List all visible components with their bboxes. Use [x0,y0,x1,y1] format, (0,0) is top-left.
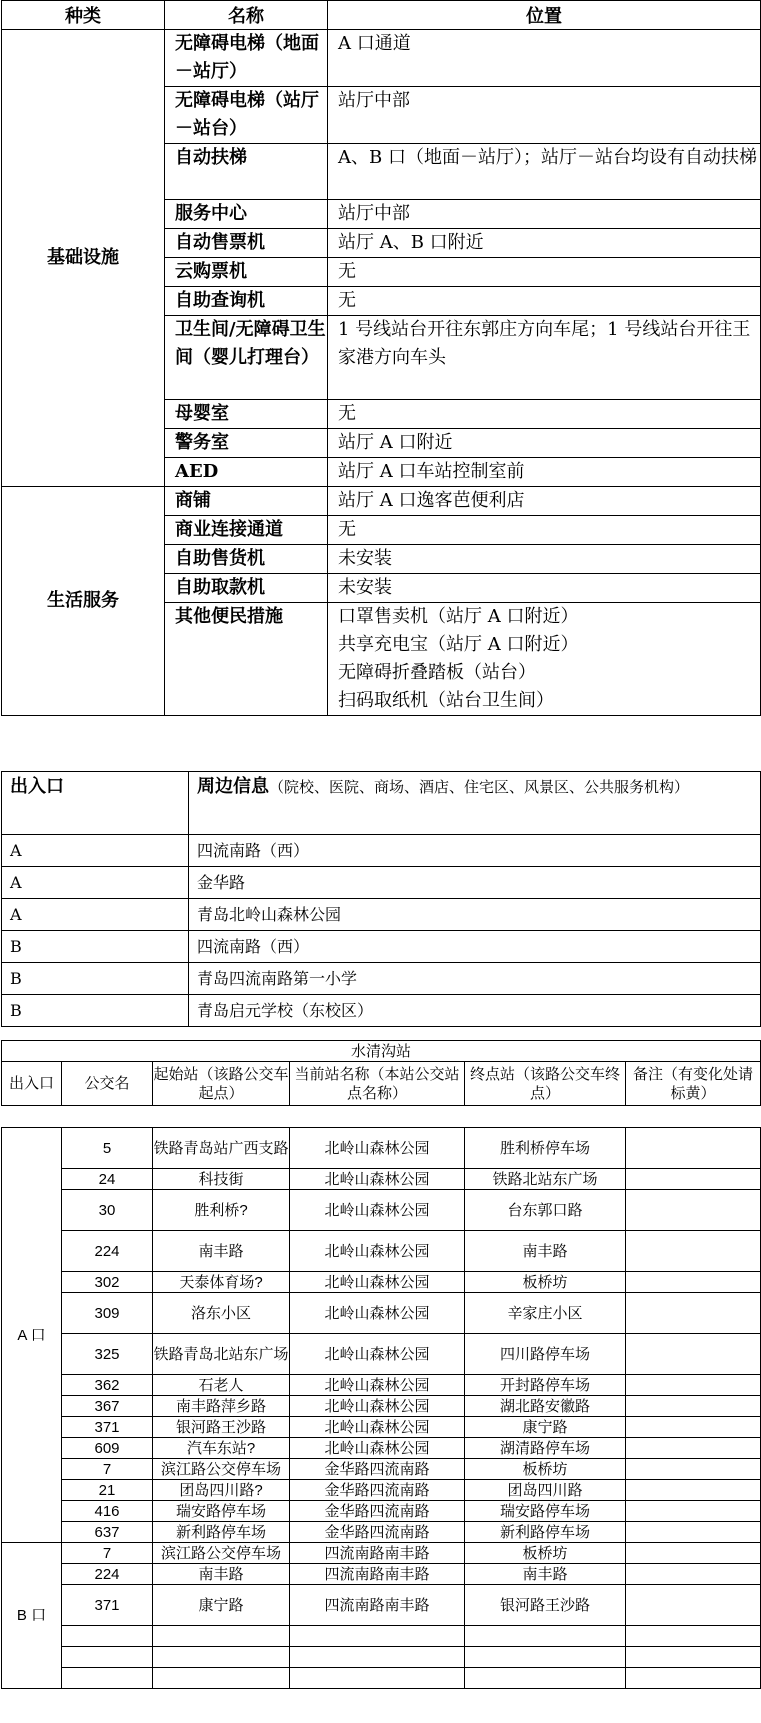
bus-current [290,1668,465,1689]
bus-end: 板桥坊 [465,1543,626,1564]
surroundings-exit: A [2,899,189,931]
bus-row [2,1272,761,1293]
surroundings-exit: B [2,963,189,995]
bus-start [153,1647,290,1668]
bus-note [626,1501,761,1522]
surroundings-row [2,931,761,963]
bus-routes-table [1,1127,761,1689]
bus-row [2,1585,761,1626]
facility-name: 商铺 [165,487,328,516]
bus-row [2,1501,761,1522]
bus-route: 367 [62,1396,153,1417]
bus-start: 汽车东站? [153,1438,290,1459]
facility-location: 站厅 A 口车站控制室前 [328,458,761,487]
surroundings-info: 四流南路（西） [189,931,761,963]
facility-location: 未安装 [328,574,761,603]
bus-end: 板桥坊 [465,1272,626,1293]
bus-start: 康宁路 [153,1585,290,1626]
bus-start: 胜利桥? [153,1190,290,1231]
bus-route: 5 [62,1128,153,1169]
bus-row [2,1128,761,1169]
facility-location [328,603,761,716]
bus-row [2,1480,761,1501]
facility-name: 无障碍电梯（站厅－站台） [165,87,328,144]
bus-route: 609 [62,1438,153,1459]
bus-start: 南丰路 [153,1564,290,1585]
bus-note [626,1564,761,1585]
surroundings-info: 青岛四流南路第一小学 [189,963,761,995]
facility-name: 其他便民措施 [165,603,328,716]
bus-end: 瑞安路停车场 [465,1501,626,1522]
bus-start: 南丰路萍乡路 [153,1396,290,1417]
bus-route: 362 [62,1375,153,1396]
bus-end: 银河路王沙路 [465,1585,626,1626]
bus-current: 北岭山森林公园 [290,1272,465,1293]
bus-route: 416 [62,1501,153,1522]
bus-row [2,1293,761,1334]
bus-exit-label: A 口 [2,1128,62,1543]
bus-start: 滨江路公交停车场 [153,1459,290,1480]
bus-row [2,1564,761,1585]
bus-note [626,1459,761,1480]
bus-end [465,1626,626,1647]
bus-row [2,1231,761,1272]
facility-category: 生活服务 [2,487,165,716]
facility-name: AED [165,458,328,487]
bus-current: 北岭山森林公园 [290,1334,465,1375]
facility-location-line: 无障碍折叠踏板（站台） [338,662,536,683]
bus-row [2,1190,761,1231]
bus-note [626,1169,761,1190]
bus-note [626,1293,761,1334]
bus-note [626,1231,761,1272]
bus-note [626,1396,761,1417]
bus-start: 科技街 [153,1169,290,1190]
bus-route: 224 [62,1231,153,1272]
bus-current: 四流南路南丰路 [290,1543,465,1564]
bus-end: 四川路停车场 [465,1334,626,1375]
bus-row [2,1375,761,1396]
surroundings-row [2,995,761,1027]
bus-route: 30 [62,1190,153,1231]
facility-name: 卫生间/无障碍卫生间（婴儿打理台） [165,316,328,400]
facility-location: 1 号线站台开往东郭庄方向车尾；1 号线站台开往王家港方向车头 [328,316,761,400]
bus-row [2,1417,761,1438]
bus-start: 滨江路公交停车场 [153,1543,290,1564]
bus-row [2,1396,761,1417]
bus-current: 北岭山森林公园 [290,1169,465,1190]
surroundings-exit: A [2,835,189,867]
facility-name: 自助取款机 [165,574,328,603]
facilities-table [1,0,761,716]
bus-route: 7 [62,1459,153,1480]
facility-location: A、B 口（地面－站厅）；站厅－站台均设有自动扶梯 [328,144,761,200]
surroundings-row [2,899,761,931]
bus-end: 南丰路 [465,1564,626,1585]
facility-location: 站厅 A 口逸客芭便利店 [328,487,761,516]
bus-row [2,1647,761,1668]
surroundings-row [2,963,761,995]
bus-current [290,1647,465,1668]
facility-location: 站厅 A、B 口附近 [328,229,761,258]
bus-start: 天泰体育场? [153,1272,290,1293]
facility-name: 自动扶梯 [165,144,328,200]
facility-name: 云购票机 [165,258,328,287]
bus-note [626,1334,761,1375]
surroundings-exit: B [2,995,189,1027]
surroundings-row [2,867,761,899]
bus-start: 新利路停车场 [153,1522,290,1543]
bus-start: 洛东小区 [153,1293,290,1334]
facility-name: 警务室 [165,429,328,458]
bus-start: 铁路青岛北站东广场 [153,1334,290,1375]
bus-note [626,1543,761,1564]
bus-route: 637 [62,1522,153,1543]
surroundings-header-exit: 出入口 [2,772,189,835]
bus-note [626,1647,761,1668]
bus-route: 24 [62,1169,153,1190]
bus-current: 北岭山森林公园 [290,1231,465,1272]
facility-name: 服务中心 [165,200,328,229]
bus-start: 石老人 [153,1375,290,1396]
bus-note [626,1190,761,1231]
bus-current: 金华路四流南路 [290,1501,465,1522]
bus-end: 康宁路 [465,1417,626,1438]
facility-location-line: 口罩售卖机（站厅 A 口附近） [338,606,579,627]
bus-end: 开封路停车场 [465,1375,626,1396]
bus-end: 铁路北站东广场 [465,1169,626,1190]
bus-row [2,1459,761,1480]
facility-location: 站厅中部 [328,87,761,144]
header-location: 位置 [328,1,761,30]
bus-current: 金华路四流南路 [290,1459,465,1480]
bus-note [626,1480,761,1501]
bus-note [626,1626,761,1647]
bus-current: 金华路四流南路 [290,1480,465,1501]
facility-name: 无障碍电梯（地面－站厅） [165,30,328,87]
bus-row [2,1626,761,1647]
bus-header-current: 当前站名称（本站公交站点名称） [290,1062,465,1106]
bus-end: 辛家庄小区 [465,1293,626,1334]
bus-start [153,1626,290,1647]
bus-end: 湖北路安徽路 [465,1396,626,1417]
bus-route [62,1647,153,1668]
surroundings-row [2,835,761,867]
bus-end: 南丰路 [465,1231,626,1272]
bus-header-end: 终点站（该路公交车终点） [465,1062,626,1106]
bus-current: 北岭山森林公园 [290,1438,465,1459]
bus-end: 胜利桥停车场 [465,1128,626,1169]
bus-note [626,1438,761,1459]
bus-end: 新利路停车场 [465,1522,626,1543]
surroundings-info: 青岛启元学校（东校区） [189,995,761,1027]
facility-location: 无 [328,516,761,545]
bus-row [2,1668,761,1689]
facility-name: 商业连接通道 [165,516,328,545]
bus-current: 金华路四流南路 [290,1522,465,1543]
surroundings-info: 四流南路（西） [189,835,761,867]
bus-row [2,1522,761,1543]
bus-start [153,1668,290,1689]
surroundings-table [1,771,761,1027]
bus-start: 团岛四川路? [153,1480,290,1501]
facility-row [2,30,761,87]
facility-location-line: 共享充电宝（站厅 A 口附近） [338,634,579,655]
bus-title-row [2,1041,761,1062]
facility-location: 无 [328,400,761,429]
bus-header-start: 起始站（该路公交车起点） [153,1062,290,1106]
bus-current: 北岭山森林公园 [290,1293,465,1334]
header-category: 种类 [2,1,165,30]
facility-location: 站厅中部 [328,200,761,229]
bus-row [2,1438,761,1459]
surroundings-header-title: 周边信息 [197,776,269,797]
bus-current [290,1626,465,1647]
bus-note [626,1585,761,1626]
bus-current: 四流南路南丰路 [290,1564,465,1585]
facility-location: 站厅 A 口附近 [328,429,761,458]
bus-current: 北岭山森林公园 [290,1396,465,1417]
bus-row [2,1543,761,1564]
bus-current: 四流南路南丰路 [290,1585,465,1626]
bus-end: 台东郭口路 [465,1190,626,1231]
surroundings-exit: A [2,867,189,899]
bus-exit-label: B 口 [2,1543,62,1689]
bus-note [626,1272,761,1293]
bus-row [2,1169,761,1190]
surroundings-header-row [2,772,761,835]
bus-current: 北岭山森林公园 [290,1375,465,1396]
bus-end [465,1647,626,1668]
bus-end: 湖清路停车场 [465,1438,626,1459]
bus-header-route: 公交名 [62,1062,153,1106]
bus-note [626,1375,761,1396]
surroundings-info: 青岛北岭山森林公园 [189,899,761,931]
bus-end: 板桥坊 [465,1459,626,1480]
bus-current: 北岭山森林公园 [290,1190,465,1231]
bus-header-note: 备注（有变化处请标黄） [626,1062,761,1106]
bus-header-exit: 出入口 [2,1062,62,1106]
header-name: 名称 [165,1,328,30]
bus-note [626,1522,761,1543]
facility-row [2,487,761,516]
facility-category: 基础设施 [2,30,165,487]
bus-route: 371 [62,1585,153,1626]
bus-start: 瑞安路停车场 [153,1501,290,1522]
bus-note [626,1668,761,1689]
surroundings-header-note: （院校、医院、商场、酒店、住宅区、风景区、公共服务机构） [269,778,690,796]
bus-end: 团岛四川路 [465,1480,626,1501]
facility-name: 自动售票机 [165,229,328,258]
bus-header-row [2,1062,761,1106]
bus-station-title: 水清沟站 [2,1041,761,1062]
bus-end [465,1668,626,1689]
facility-name: 自助查询机 [165,287,328,316]
bus-route: 309 [62,1293,153,1334]
bus-route: 224 [62,1564,153,1585]
bus-route [62,1668,153,1689]
surroundings-header-info [189,772,761,835]
facilities-header-row [2,1,761,30]
bus-note [626,1417,761,1438]
facility-name: 自助售货机 [165,545,328,574]
bus-note [626,1128,761,1169]
bus-route: 21 [62,1480,153,1501]
bus-start: 南丰路 [153,1231,290,1272]
facility-location: 未安装 [328,545,761,574]
facility-location: A 口通道 [328,30,761,87]
bus-current: 北岭山森林公园 [290,1128,465,1169]
facility-location-line: 扫码取纸机（站台卫生间） [338,690,554,711]
bus-current: 北岭山森林公园 [290,1417,465,1438]
bus-start: 银河路王沙路 [153,1417,290,1438]
facility-name: 母婴室 [165,400,328,429]
bus-row [2,1334,761,1375]
bus-route: 7 [62,1543,153,1564]
bus-route: 325 [62,1334,153,1375]
bus-route: 302 [62,1272,153,1293]
bus-header-table [1,1040,761,1106]
facility-location: 无 [328,287,761,316]
surroundings-info: 金华路 [189,867,761,899]
bus-start: 铁路青岛站广西支路 [153,1128,290,1169]
surroundings-exit: B [2,931,189,963]
bus-route [62,1626,153,1647]
facility-location: 无 [328,258,761,287]
bus-route: 371 [62,1417,153,1438]
